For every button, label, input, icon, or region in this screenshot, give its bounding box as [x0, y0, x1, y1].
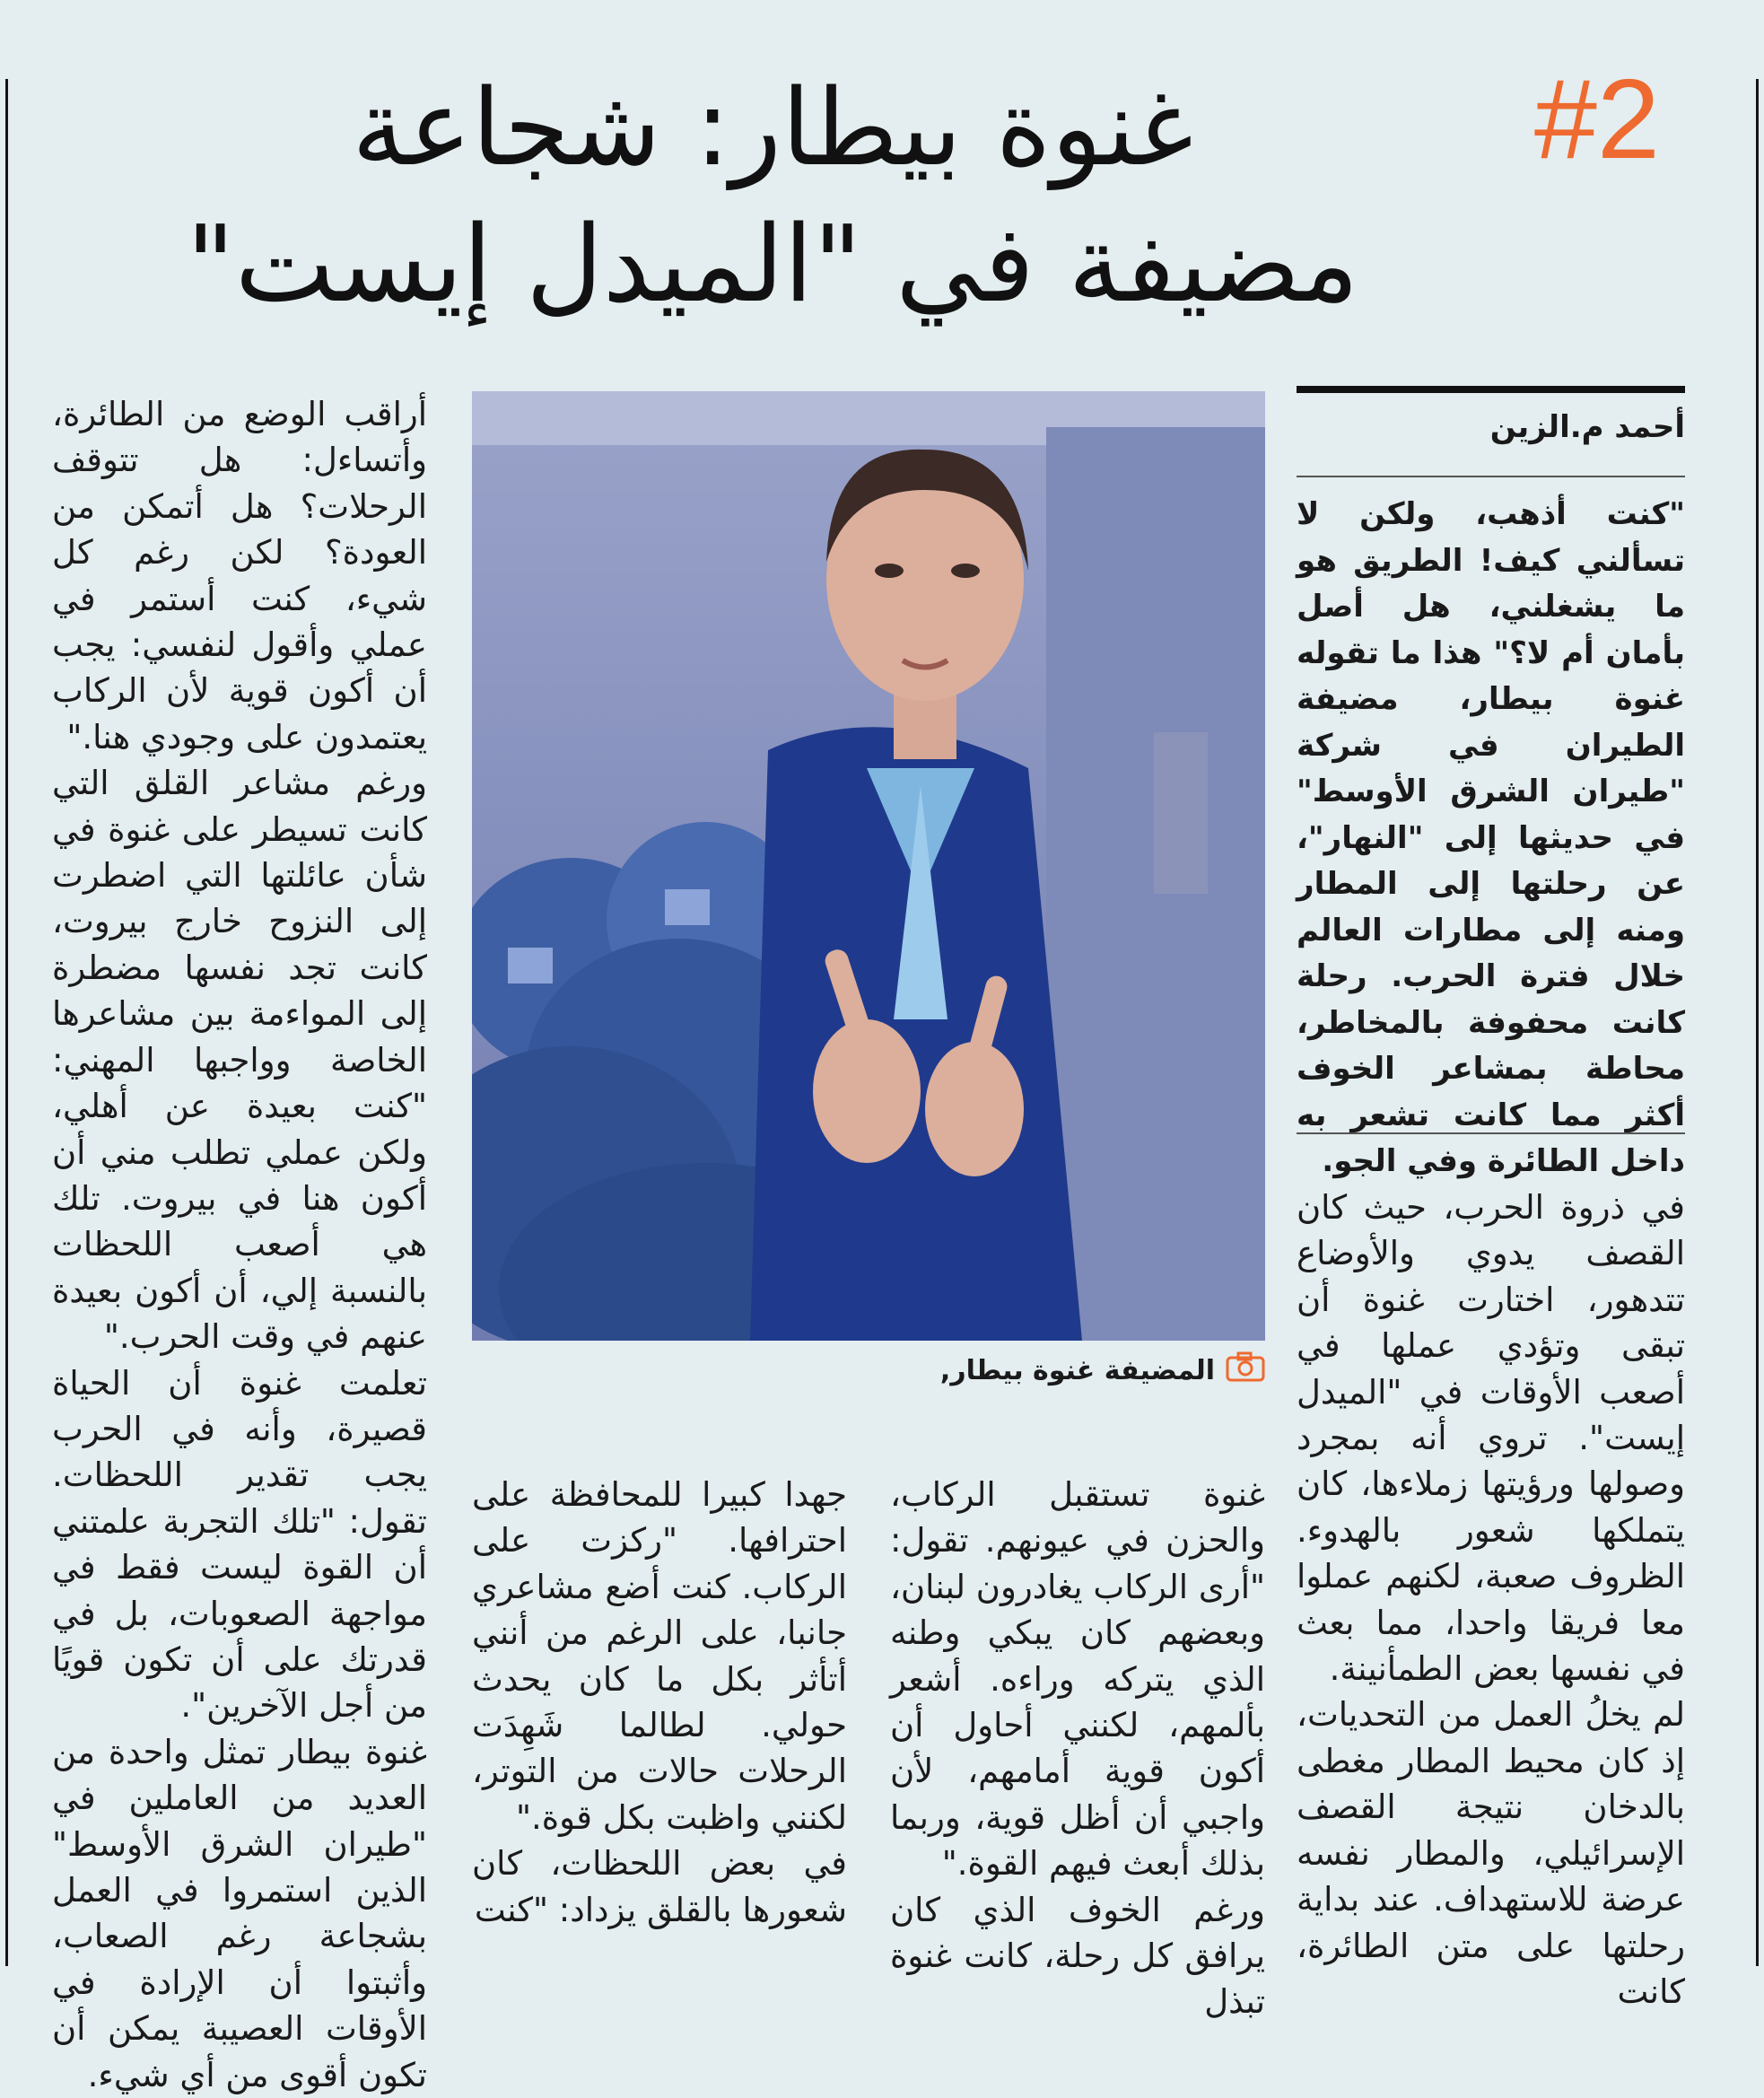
column-left	[52, 391, 427, 2098]
paragraph: لم يخلُ العمل من التحديات، إذ كان محيط المطار مغطى بالدخان نتيجة القصف الإسرائيلي، والمطار نفسه عرضة للاستهداف. عند بداية رحلتها على متن الطائرة، كانت	[1297, 1695, 1685, 2011]
paragraph: ورغم مشاعر القلق التي كانت تسيطر على غنوة في شأن عائلتها التي اضطرت إلى النزوح خارج بيروت، كانت تجد نفسها مضطرة إلى المواءمة بين مشاعرها الخاصة وواجبها المهني: "كنت بعيدة عن أهلي، ولكن عملي تطلب مني أن أكون هنا في بيروت. تلك هي أصعب اللحظات بالنسبة إلي، أن أكون بعيدة عنهم في وقت الحرب."	[52, 764, 427, 1357]
paragraph: غنوة بيطار تمثل واحدة من العديد من العاملين في "طيران الشرق الأوسط" الذين استمروا في العمل بشجاعة رغم الصعاب، وأثبتوا أن الإرادة في الأوقات العصيبة يمكن أن تكون أقوى من أي شيء.	[52, 1732, 427, 2094]
column-right-lower	[1297, 1184, 1685, 2015]
paragraph: أراقب الوضع من الطائرة، وأتساءل: هل تتوقف الرحلات؟ هل أتمكن من العودة؟ لكن رغم كل شيء، كنت أستمر في عملي وأقول لنفسي: يجب أن أكون قوية لأن الركاب يعتمدون على وجودي هنا."	[52, 395, 427, 756]
paragraph: في بعض اللحظات، كان شعورها بالقلق يزداد: "كنت	[472, 1844, 847, 1929]
photo-caption	[940, 1351, 1265, 1389]
lead-paragraph: "كنت أذهب، ولكن لا تسألني كيف! الطريق هو ما يشغلني، هل أصل بأمان أم لا؟" هذا ما تقوله غنوة بيطار، مضيفة الطيران في شركة "طيران الشرق الأوسط" في حديثها إلى "النهار"، عن رحلتها إلى المطار ومنه إلى مطارات العالم خلال فترة الحرب. رحلة كانت محفوفة بالمخاطر، محاطة بمشاعر الخوف أكثر مما كانت تشعر به داخل الطائرة وفي الجو.	[1297, 496, 1685, 1179]
byline-divider	[1297, 476, 1685, 477]
paragraph: في ذروة الحرب، حيث كان القصف يدوي والأوضاع تتدهور، اختارت غنوة أن تبقى وتؤدي عملها في أصعب الأوقات في "الميدل إيست". تروي أنه بمجرد وصولها ورؤيتها زملاءها، كان يتملكها شعور بالهدوء. الظروف صعبة، لكنهم عملوا معا فريقا واحدا، مما بعث في نفسها بعض الطمأنينة.	[1297, 1188, 1685, 1689]
byline-top-rule	[1297, 386, 1685, 393]
page-border-left	[5, 79, 8, 1966]
paragraph: تعلمت غنوة أن الحياة قصيرة، وأنه في الحرب يجب تقدير اللحظات. تقول: "تلك التجربة علمتني أن القوة ليست فقط في مواجهة الصعوبات، بل في قدرتك على أن تكون قويًا من أجل الآخرين".	[52, 1363, 427, 1726]
headline-line-1: غنوة بيطار: شجاعة	[352, 66, 1193, 189]
headline	[122, 59, 1423, 332]
caption-text: المضيفة غنوة بيطار,	[939, 1354, 1215, 1386]
column-center-right	[890, 1472, 1265, 2025]
article-number: #2	[1533, 56, 1660, 182]
paragraph: غنوة تستقبل الركاب، والحزن في عيونهم. تقول: "أرى الركاب يغادرون لبنان، وبعضهم كان يبكي وطنه الذي يتركه وراءه. أشعر بألمهم، لكنني أحاول أن أكون قوية أمامهم، لأن واجبي أن أظل قوية، وربما بذلك أبعث فيهم القوة."	[890, 1475, 1265, 1884]
article-photo	[472, 391, 1265, 1341]
author-byline: أحمد م.الزين	[1489, 409, 1685, 445]
paragraph: ورغم الخوف الذي كان يرافق كل رحلة، كانت غنوة تبذل	[890, 1890, 1265, 2022]
camera-icon	[1226, 1351, 1265, 1389]
page-border-right	[1756, 79, 1759, 1966]
column-center-left	[472, 1472, 847, 1933]
paragraph: جهدا كبيرا للمحافظة على احترافها. "ركزت على الركاب. كنت أضع مشاعري جانبا، على الرغم من أنني أتأثر بكل ما كان يحدث حولي. لطالما شَهِدَت الرحلات حالات من التوتر، لكنني واظبت بكل قوة."	[472, 1475, 847, 1837]
lead-divider	[1297, 1132, 1685, 1134]
headline-line-2: مضيفة في "الميدل إيست"	[186, 202, 1359, 326]
